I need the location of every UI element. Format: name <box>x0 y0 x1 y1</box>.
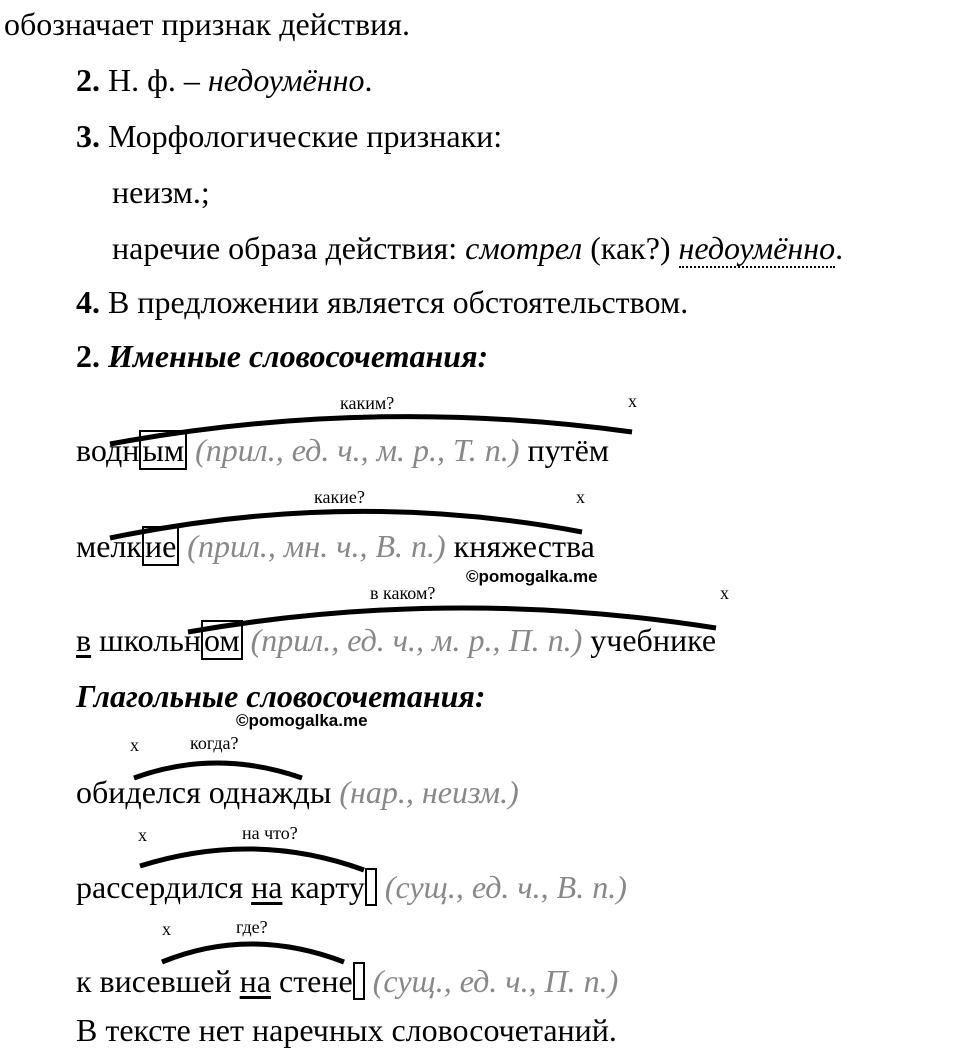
preposition: на <box>251 869 283 905</box>
main-word-mark: x <box>162 919 171 939</box>
head-word: рассердился <box>76 869 252 905</box>
head-word: обиделся <box>76 774 209 810</box>
dependent-stem: мелк <box>76 528 142 564</box>
item-number: 2. <box>76 62 100 98</box>
nominal-phrase-3 <box>76 624 716 656</box>
dependent-stem: водн <box>76 432 140 468</box>
grammar-note: (прил., мн. ч., В. п.) <box>179 528 454 564</box>
grammar-note: (сущ., ед. ч., В. п.) <box>376 869 627 905</box>
period: . <box>835 230 844 266</box>
zero-ending-box <box>365 868 377 906</box>
ending-box: ом <box>201 620 243 660</box>
question-label: когда? <box>190 733 239 753</box>
head-word: к висевшей <box>76 963 240 999</box>
head-word: учебнике <box>590 622 717 658</box>
watermark: ©pomogalka.me <box>236 711 368 730</box>
text-line-1: обозначает признак действия. <box>4 6 410 42</box>
ending-box <box>353 962 365 1000</box>
question-text: (как?) <box>582 230 679 266</box>
watermark: ©pomogalka.me <box>466 567 598 586</box>
morph-feature-1: неизм.; <box>112 174 210 210</box>
item-text: Н. ф. – <box>100 62 208 98</box>
preposition: в <box>76 622 92 658</box>
head-word: путём <box>527 432 610 468</box>
period: . <box>364 62 373 98</box>
preposition: на <box>239 963 271 999</box>
verbal-phrase-3 <box>76 962 618 1000</box>
head-word: княжества <box>453 528 595 564</box>
main-word-mark: x <box>720 583 729 603</box>
verb-word: смотрел <box>465 230 583 266</box>
ending-box: ым <box>139 430 187 470</box>
dependent-stem: школьн <box>91 622 201 658</box>
question-label: где? <box>236 917 268 937</box>
feature-text: наречие образа действия: <box>112 230 466 266</box>
ending-box: ие <box>142 526 179 566</box>
grammar-note: (сущ., ед. ч., П. п.) <box>364 963 619 999</box>
arc-verbal-2 <box>140 849 364 870</box>
verbal-phrase-1 <box>76 776 519 808</box>
item-text: В предложении является обстоятельством. <box>100 284 689 320</box>
grammar-note: (прил., ед. ч., м. р., П. п.) <box>242 622 591 658</box>
arc-verbal-3 <box>162 944 344 962</box>
nominal-phrase-1 <box>76 434 609 466</box>
section-title: Именные словосочетания: <box>100 338 489 374</box>
question-label: каким? <box>340 393 395 413</box>
dependent-word: стене <box>270 963 353 999</box>
conclusion-text: В тексте нет наречных словосочетаний. <box>76 1012 617 1048</box>
main-word-mark: x <box>130 735 139 755</box>
initial-form-word: недоумённо <box>207 62 365 98</box>
adverb-word: недоумённо <box>678 230 836 266</box>
main-word-mark: x <box>628 391 637 411</box>
dependent-word: карту <box>282 869 365 905</box>
verbal-phrase-2 <box>76 868 627 906</box>
grammar-note: (прил., ед. ч., м. р., Т. п.) <box>187 432 528 468</box>
main-word-mark: x <box>138 825 147 845</box>
question-label: на что? <box>242 823 298 843</box>
dependent-word: однажды <box>208 774 332 810</box>
item-text: Морфологические признаки: <box>100 118 503 154</box>
question-label: какие? <box>314 487 365 507</box>
nominal-phrase-2 <box>76 530 595 562</box>
grammar-note: (нар., неизм.) <box>331 774 519 810</box>
item-number: 3. <box>76 118 100 154</box>
item-number: 4. <box>76 284 100 320</box>
main-word-mark: x <box>576 487 585 507</box>
section-number: 2. <box>76 338 100 374</box>
verbal-header: Глагольные словосочетания: <box>76 678 486 714</box>
question-label: в каком? <box>370 583 436 603</box>
